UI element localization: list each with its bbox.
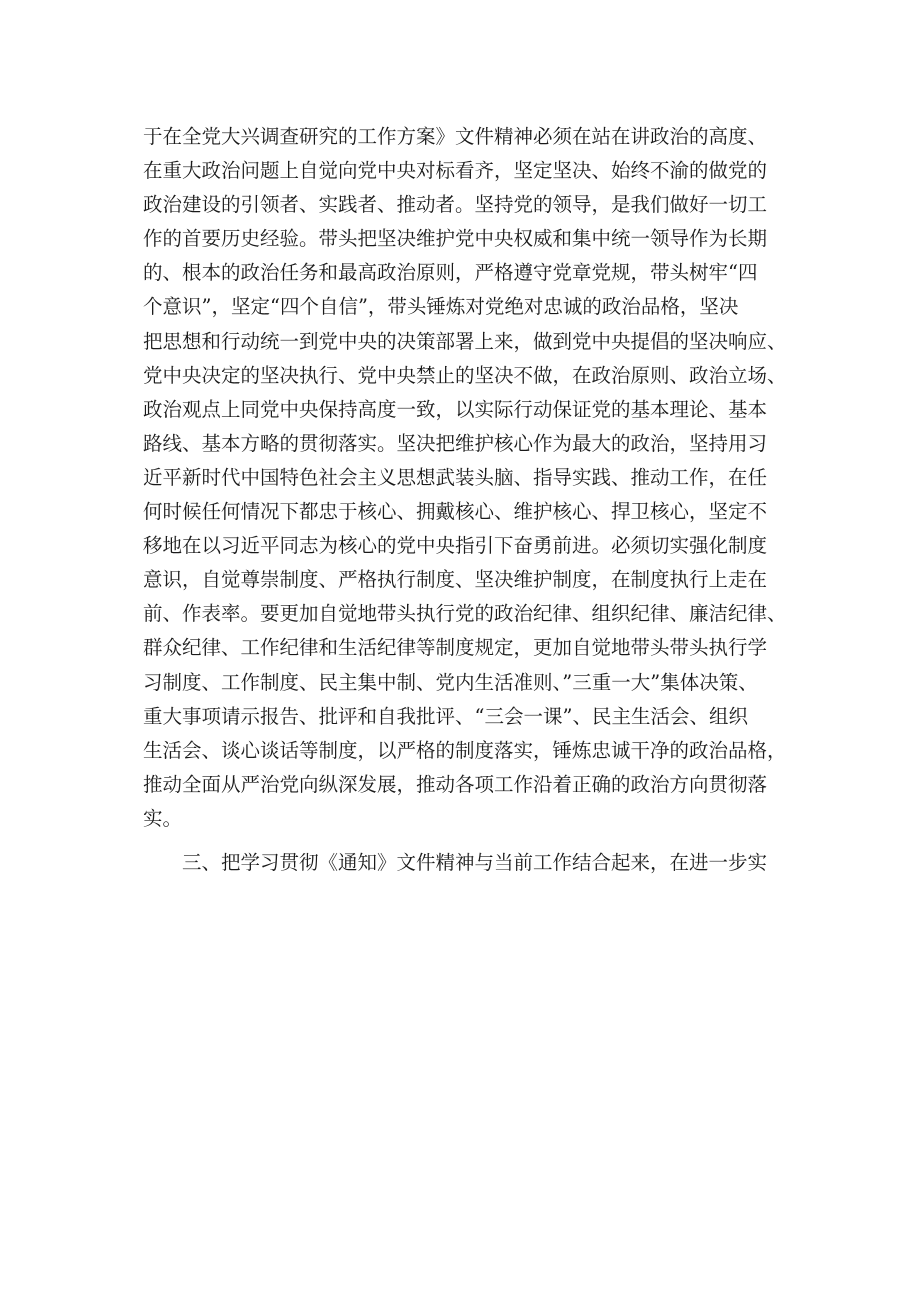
text-line: 政治建设的引领者、实践者、推动者。坚持党的领导，是我们做好一切工 (143, 193, 768, 217)
text-line: 重大事项请示报告、批评和自我批评、“三会一课”、民主生活会、组织 (143, 704, 748, 728)
text-line: 意识，自觉尊崇制度、严格执行制度、坚决维护制度，在制度执行上走在 (143, 568, 768, 592)
text-line: 近平新时代中国特色社会主义思想武装头脑、指导实践、推动工作，在任 (143, 465, 768, 489)
text-line: 的、根本的政治任务和最高政治原则，严格遵守党章党规，带头树牢“四 (143, 261, 758, 285)
document-body (143, 120, 803, 880)
text-line: 前、作表率。要更加自觉地带头执行党的政治纪律、组织纪律、廉洁纪律、 (143, 602, 787, 626)
text-line: 把思想和行动统一到党中央的决策部署上来，做到党中央提倡的坚决响应、 (143, 329, 787, 353)
text-line: 何时候任何情况下都忠于核心、拥戴核心、维护核心、捍卫核心，坚定不 (143, 500, 768, 524)
text-line: 实。 (143, 806, 183, 830)
paragraph-1 (143, 120, 803, 836)
text-line: 党中央决定的坚决执行、党中央禁止的坚决不做，在政治原则、政治立场、 (143, 363, 787, 387)
text-line: 移地在以习近平同志为核心的党中央指引下奋勇前进。必须切实强化制度 (143, 534, 768, 558)
text-line: 个意识”，坚定“四个自信”，带头锤炼对党绝对忠诚的政治品格，坚决 (143, 295, 739, 319)
text-line: 群众纪律、工作纪律和生活纪律等制度规定，更加自觉地带头带头执行学 (143, 636, 768, 660)
text-line: 政治观点上同党中央保持高度一致，以实际行动保证党的基本理论、基本 (143, 397, 768, 421)
text-line: 推动全面从严治党向纵深发展，推动各项工作沿着正确的政治方向贯彻落 (143, 772, 768, 796)
text-line: 生活会、谈心谈话等制度，以严格的制度落实，锤炼忠诚干净的政治品格， (143, 738, 787, 762)
text-line: 于在全党大兴调查研究的工作方案》文件精神必须在站在讲政治的高度、 (143, 125, 768, 148)
text-line: 在重大政治问题上自觉向党中央对标看齐，坚定坚决、始终不渝的做党的 (143, 159, 768, 183)
text-line: 作的首要历史经验。带头把坚决维护党中央权威和集中统一领导作为长期 (143, 227, 768, 251)
text-line: 路线、基本方略的贯彻落实。坚决把维护核心作为最大的政治，坚持用习 (143, 431, 768, 455)
paragraph-spacer (143, 836, 803, 846)
text-line: 习制度、工作制度、民主集中制、党内生活准则、”三重一大”集体决策、 (143, 670, 758, 694)
section-heading-line: 三、把学习贯彻《通知》文件精神与当前工作结合起来，在进一步实 (182, 850, 768, 874)
paragraph-2 (143, 846, 803, 880)
